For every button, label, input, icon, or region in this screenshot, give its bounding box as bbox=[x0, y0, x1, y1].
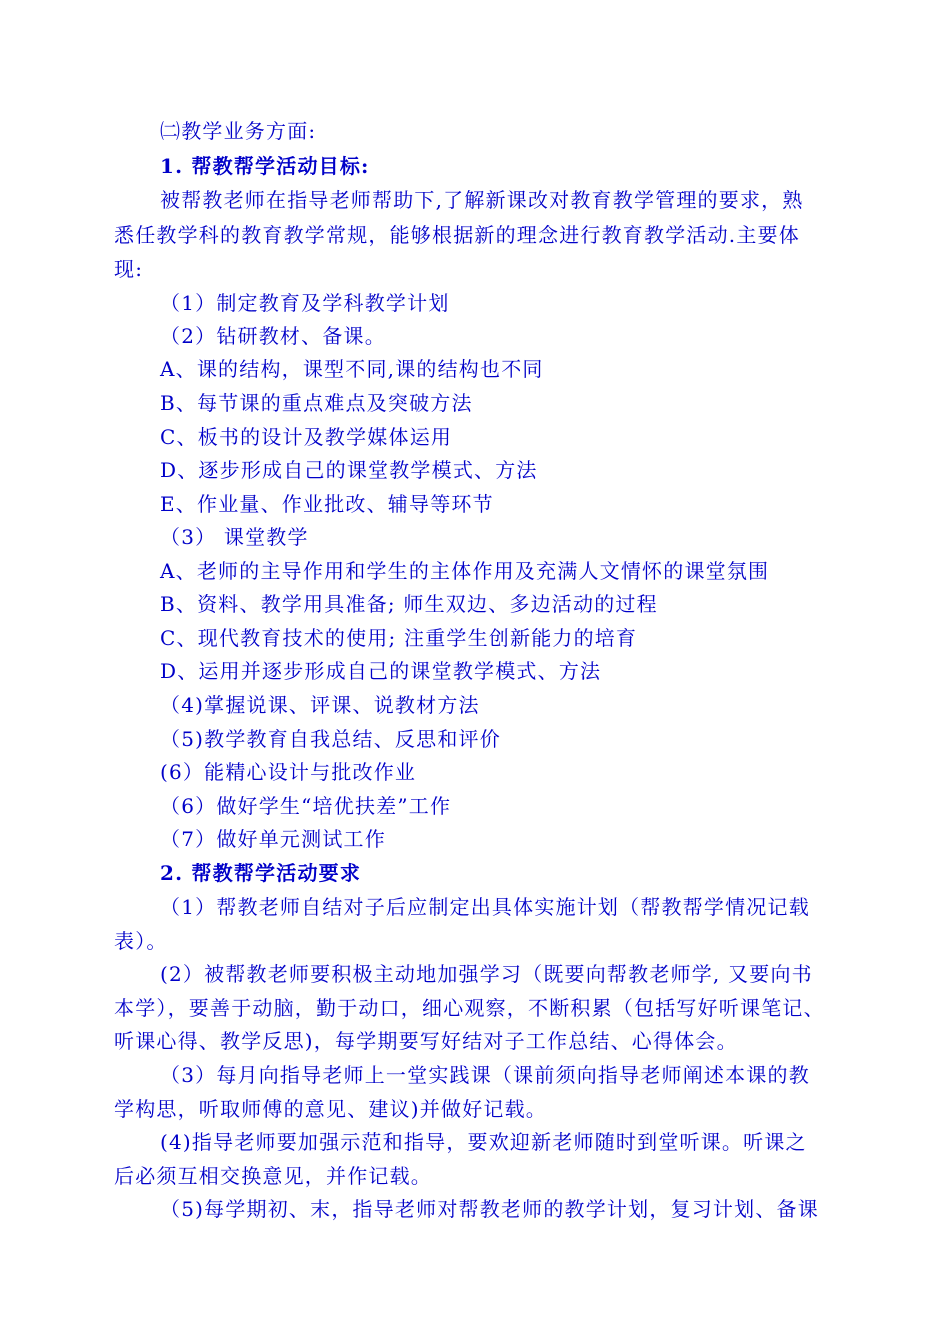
requirement-4-line-1: (4)指导老师要加强示范和指导，要欢迎新老师随时到堂听课。听课之 bbox=[160, 1130, 807, 1154]
list-item-2e: E、作业量、作业批改、辅导等环节 bbox=[160, 492, 494, 516]
list-item-2b: B、每节课的重点难点及突破方法 bbox=[160, 391, 473, 415]
list-item-3a: A、老师的主导作用和学生的主体作用及充满人文情怀的课堂氛围 bbox=[160, 559, 770, 583]
requirement-5-line-1: （5)每学期初、末，指导老师对帮教老师的教学计划，复习计划、备课 bbox=[160, 1197, 819, 1221]
section-title: ㈡教学业务方面: bbox=[160, 119, 317, 143]
list-item-3c: C、现代教育技术的使用; 注重学生创新能力的培育 bbox=[160, 626, 638, 650]
list-item-2a: A、课的结构，课型不同,课的结构也不同 bbox=[160, 357, 544, 381]
requirement-2-line-2: 本学），要善于动脑，勤于动口，细心观察，不断积累（包括写好听课笔记、 bbox=[114, 996, 825, 1020]
list-item-6b: （6）做好学生“培优扶差”工作 bbox=[160, 794, 452, 818]
requirement-2-line-1: (2）被帮教老师要积极主动地加强学习（既要向帮教老师学, 又要向书 bbox=[160, 962, 813, 986]
requirement-1-line-1: （1）帮教老师自结对子后应制定出具体实施计划（帮教帮学情况记载 bbox=[160, 895, 810, 919]
list-item-2c: C、板书的设计及教学媒体运用 bbox=[160, 425, 453, 449]
list-item-2: （2）钻研教材、备课。 bbox=[160, 324, 386, 348]
list-item-3b: B、资料、教学用具准备; 师生双边、多边活动的过程 bbox=[160, 592, 658, 616]
intro-line-3: 现: bbox=[114, 257, 144, 281]
intro-line-2: 悉任教学科的教育教学常规，能够根据新的理念进行教育教学活动.主要体 bbox=[114, 223, 800, 247]
requirement-1-line-2: 表）。 bbox=[114, 929, 168, 953]
requirement-3-line-1: （3）每月向指导老师上一堂实践课（课前须向指导老师阐述本课的教 bbox=[160, 1063, 810, 1087]
requirement-3-line-2: 学构思，听取师傅的意见、建议)并做好记载。 bbox=[114, 1097, 548, 1121]
heading-requirements: 2. 帮教帮学活动要求 bbox=[160, 861, 362, 885]
requirement-2-line-3: 听课心得、教学反思)，每学期要写好结对子工作总结、心得体会。 bbox=[114, 1029, 738, 1053]
heading-goals: 1. 帮教帮学活动目标: bbox=[160, 154, 370, 178]
list-item-6a: (6）能精心设计与批改作业 bbox=[160, 760, 417, 784]
list-item-7: （7）做好单元测试工作 bbox=[160, 827, 386, 851]
list-item-3: （3） 课堂教学 bbox=[160, 525, 309, 549]
intro-line-1: 被帮教老师在指导老师帮助下,了解新课改对教育教学管理的要求，熟 bbox=[160, 188, 804, 212]
list-item-3d: D、运用并逐步形成自己的课堂教学模式、方法 bbox=[160, 659, 602, 683]
list-item-4: （4)掌握说课、评课、说教材方法 bbox=[160, 693, 480, 717]
list-item-1: （1）制定教育及学科教学计划 bbox=[160, 291, 450, 315]
requirement-4-line-2: 后必须互相交换意见，并作记载。 bbox=[114, 1164, 432, 1188]
list-item-2d: D、逐步形成自己的课堂教学模式、方法 bbox=[160, 458, 538, 482]
list-item-5: （5)教学教育自我总结、反思和评价 bbox=[160, 727, 501, 751]
